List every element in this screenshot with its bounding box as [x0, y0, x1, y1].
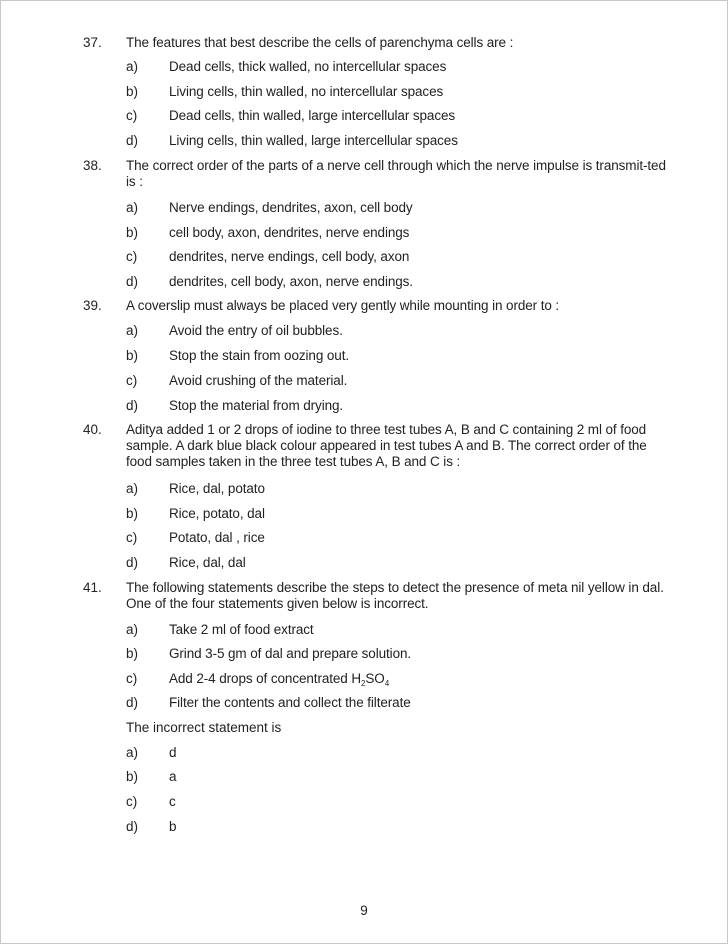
option-text: Stop the material from drying. [169, 398, 344, 413]
option-text: Take 2 ml of food extract [169, 622, 314, 637]
option-letter: a) [126, 481, 139, 496]
option-letter: a) [126, 323, 139, 338]
option-40-a [1, 481, 727, 497]
option-text: Avoid the entry of oil bubbles. [169, 323, 343, 338]
option-text: Living cells, thin walled, large intercellular spaces [169, 133, 458, 148]
option-letter: a) [126, 59, 139, 74]
followup-prompt [1, 720, 727, 736]
answer-41-d [1, 819, 727, 835]
page-number: 9 [360, 903, 368, 918]
option-text-part: Add 2-4 drops of concentrated H [169, 671, 362, 686]
option-letter: c) [126, 530, 138, 545]
option-letter: d) [126, 133, 139, 148]
option-text: dendrites, cell body, axon, nerve endings. [169, 274, 413, 289]
question-text: A coverslip must always be placed very gently while mounting in order to : [126, 298, 560, 313]
option-letter: b) [126, 84, 139, 99]
option-40-b [1, 506, 727, 522]
question-number: 38. [83, 158, 102, 173]
option-text: a [169, 769, 177, 784]
option-text-part: SO [365, 671, 385, 686]
option-text: Filter the contents and collect the filterate [169, 695, 411, 710]
option-41-b [1, 646, 727, 662]
option-39-a [1, 323, 727, 339]
subscript: 4 [384, 679, 390, 688]
option-41-a [1, 622, 727, 638]
option-letter: d) [126, 398, 139, 413]
option-39-c [1, 373, 727, 389]
option-text: dendrites, nerve endings, cell body, axon [169, 249, 410, 264]
answer-41-c [1, 794, 727, 810]
option-letter: a) [126, 200, 139, 215]
option-text: Avoid crushing of the material. [169, 373, 348, 388]
option-letter: b) [126, 646, 139, 661]
option-text: cell body, axon, dendrites, nerve endings [169, 225, 410, 240]
option-37-b [1, 84, 727, 100]
option-text: Grind 3-5 gm of dal and prepare solution. [169, 646, 412, 661]
option-38-c [1, 249, 727, 265]
question-number: 41. [83, 580, 102, 595]
option-37-d [1, 133, 727, 149]
option-letter: b) [126, 769, 139, 784]
option-letter: a) [126, 622, 139, 637]
option-letter: b) [126, 348, 139, 363]
answer-41-a [1, 745, 727, 761]
option-38-a [1, 200, 727, 216]
answer-41-b [1, 769, 727, 785]
option-38-d [1, 274, 727, 290]
option-40-d [1, 555, 727, 571]
question-number: 40. [83, 422, 102, 437]
option-text: Potato, dal , rice [169, 530, 265, 545]
option-text: Rice, dal, dal [169, 555, 246, 570]
option-text: Rice, potato, dal [169, 506, 265, 521]
option-39-d [1, 398, 727, 414]
question-number: 37. [83, 35, 102, 50]
question-text: Aditya added 1 or 2 drops of iodine to three test tubes A, B and C containing 2 ml of food sample. A dark blue black colour appeared in test tubes A and B. The correct order of the food samples taken in the three test tubes A, B and C is : [126, 422, 647, 469]
option-text [169, 671, 389, 687]
option-39-b [1, 348, 727, 364]
option-40-c [1, 530, 727, 546]
option-letter: c) [126, 249, 138, 264]
option-letter: d) [126, 555, 139, 570]
option-letter: c) [126, 373, 138, 388]
option-letter: d) [126, 819, 139, 834]
option-37-c [1, 108, 727, 124]
option-text: Rice, dal, potato [169, 481, 265, 496]
option-text: b [169, 819, 177, 834]
question-text: The following statements describe the steps to detect the presence of meta nil yellow in dal. One of the four statements given below is incorrect. [126, 580, 664, 611]
option-text: c [169, 794, 176, 809]
option-letter: c) [126, 108, 138, 123]
option-text: Nerve endings, dendrites, axon, cell body [169, 200, 413, 215]
option-41-c [1, 671, 727, 687]
followup-text: The incorrect statement is [126, 720, 282, 735]
option-letter: d) [126, 274, 139, 289]
question-text: The correct order of the parts of a nerve cell through which the nerve impulse is transmit-ted is : [126, 158, 666, 189]
question-text: The features that best describe the cells of parenchyma cells are : [126, 35, 514, 50]
option-letter: d) [126, 695, 139, 710]
subscript: 2 [361, 679, 366, 688]
question-number: 39. [83, 298, 102, 313]
option-letter: b) [126, 506, 139, 521]
option-text: Dead cells, thin walled, large intercellular spaces [169, 108, 456, 123]
option-text: Stop the stain from oozing out. [169, 348, 350, 363]
option-letter: c) [126, 794, 138, 809]
option-38-b [1, 225, 727, 241]
option-37-a [1, 59, 727, 75]
option-letter: c) [126, 671, 138, 686]
option-letter: b) [126, 225, 139, 240]
option-41-d [1, 695, 727, 711]
option-text: Living cells, thin walled, no intercellular spaces [169, 84, 444, 99]
option-text: d [169, 745, 177, 760]
option-letter: a) [126, 745, 139, 760]
option-text: Dead cells, thick walled, no intercellular spaces [169, 59, 447, 74]
